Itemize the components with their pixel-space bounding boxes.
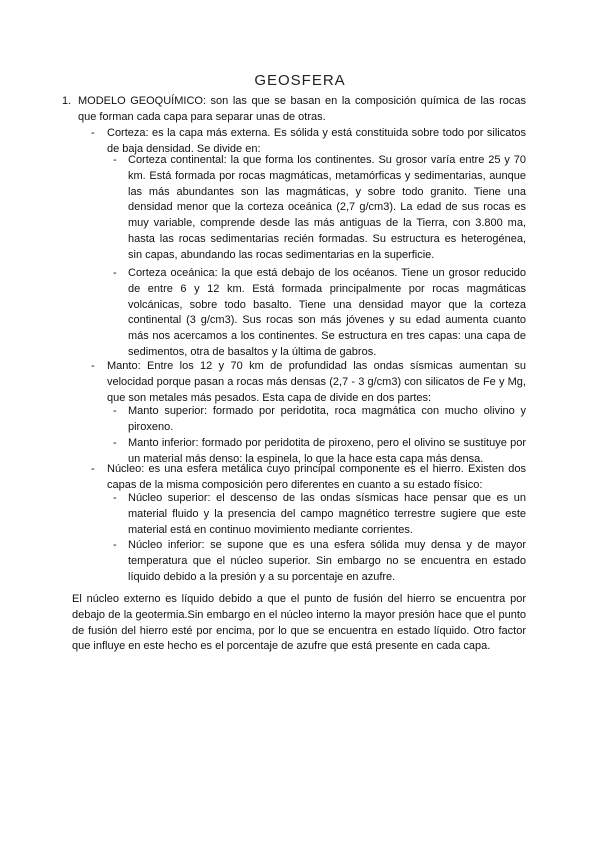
corteza-paragraph: Corteza: es la capa más externa. Es sólida y está constituida sobre todo por silicatos de baja densidad. Se divide en: [107,127,526,155]
bullet-corteza: - [91,127,95,139]
bullet-corteza-continental: - [113,154,117,166]
corteza-continental-paragraph: Corteza continental: la que forma los continentes. Su grosor varía entre 25 y 70 km. Está formada por rocas magmáticas, metamórficas y sedimentarias, aunque las más abundantes son las magmáticas, y sobre todo granito. Tiene una densidad menor que la corteza oceánica (2,7 g/cm3). La edad de sus rocas es muy variable, comprende desde las más antiguas de la Tierra, con 3.800 ma, hasta las rocas sedimentarias recién formadas. Su estructura es heterogénea, sin capas, abundando las rocas sedimentarias en la superficie. [128,154,526,261]
bullet-manto-superior: - [113,405,117,417]
bullet-manto-inferior: - [113,437,117,449]
bullet-corteza-oceanica: - [113,267,117,279]
bullet-manto: - [91,360,95,372]
list-number-1: 1. [62,95,72,107]
nucleo-superior-paragraph: Núcleo superior: el descenso de las ondas sísmicas hace pensar que es un material fluido y la presencia del campo magnético terrestre sugiere que este material está en continuo movimiento mediante corrientes. [128,492,526,536]
manto-inferior-paragraph: Manto inferior: formado por peridotita de piroxeno, pero el olivino se sustituye por un material más denso: la espinela, lo que la hace esta capa más densa. [128,437,526,465]
nucleo-paragraph: Núcleo: es una esfera metálica cuyo principal componente es el hierro. Existen dos capas de la misma composición pero diferentes en cuanto a su estado físico: [107,463,526,491]
page-title: GEOSFERA [254,72,346,89]
corteza-oceanica-paragraph: Corteza oceánica: la que está debajo de los océanos. Tiene un grosor reducido de entre 6 y 12 km. Está formada principalmente por rocas magmáticas volcánicas, sobre todo basalto. Tiene una densidad mayor que la corteza continental (3 g/cm3). Sus rocas son más jóvenes y su edad aumenta cuanto más nos acercamos a los continentes. Se estructura en tres capas: una capa de sedimentos, otra de basaltos y la última de gabros. [128,267,526,358]
item1-paragraph: MODELO GEOQUÍMICO: son las que se basan en la composición química de las rocas que forman cada capa para separar unas de otras. [78,95,526,123]
manto-superior-paragraph: Manto superior: formado por peridotita, roca magmática con mucho olivino y piroxeno. [128,405,526,433]
bullet-nucleo: - [91,463,95,475]
closing-paragraph: El núcleo externo es líquido debido a que el punto de fusión del hierro se encuentra por debajo de la geotermia.Sin embargo en el núcleo interno la mayor presión hace que el punto de fusión del hierro esté por encima, por lo que se encuentra en estado líquido. Otro factor que influye en este hecho es el porcentaje de azufre que está presente en cada capa. [72,593,526,653]
bullet-nucleo-inferior: - [113,539,117,551]
nucleo-inferior-paragraph: Núcleo inferior: se supone que es una esfera sólida muy densa y de mayor temperatura que el núcleo superior. Sin embargo no se encuentra en estado líquido debido a la presión y a su porcentaje en azufre. [128,539,526,583]
manto-paragraph: Manto: Entre los 12 y 70 km de profundidad las ondas sísmicas aumentan su velocidad porque pasan a rocas más densas (2,7 - 3 g/cm3) con silicatos de Fe y Mg, que son metales más pesados. Esta capa de divide en dos partes: [107,360,526,404]
bullet-nucleo-superior: - [113,492,117,504]
